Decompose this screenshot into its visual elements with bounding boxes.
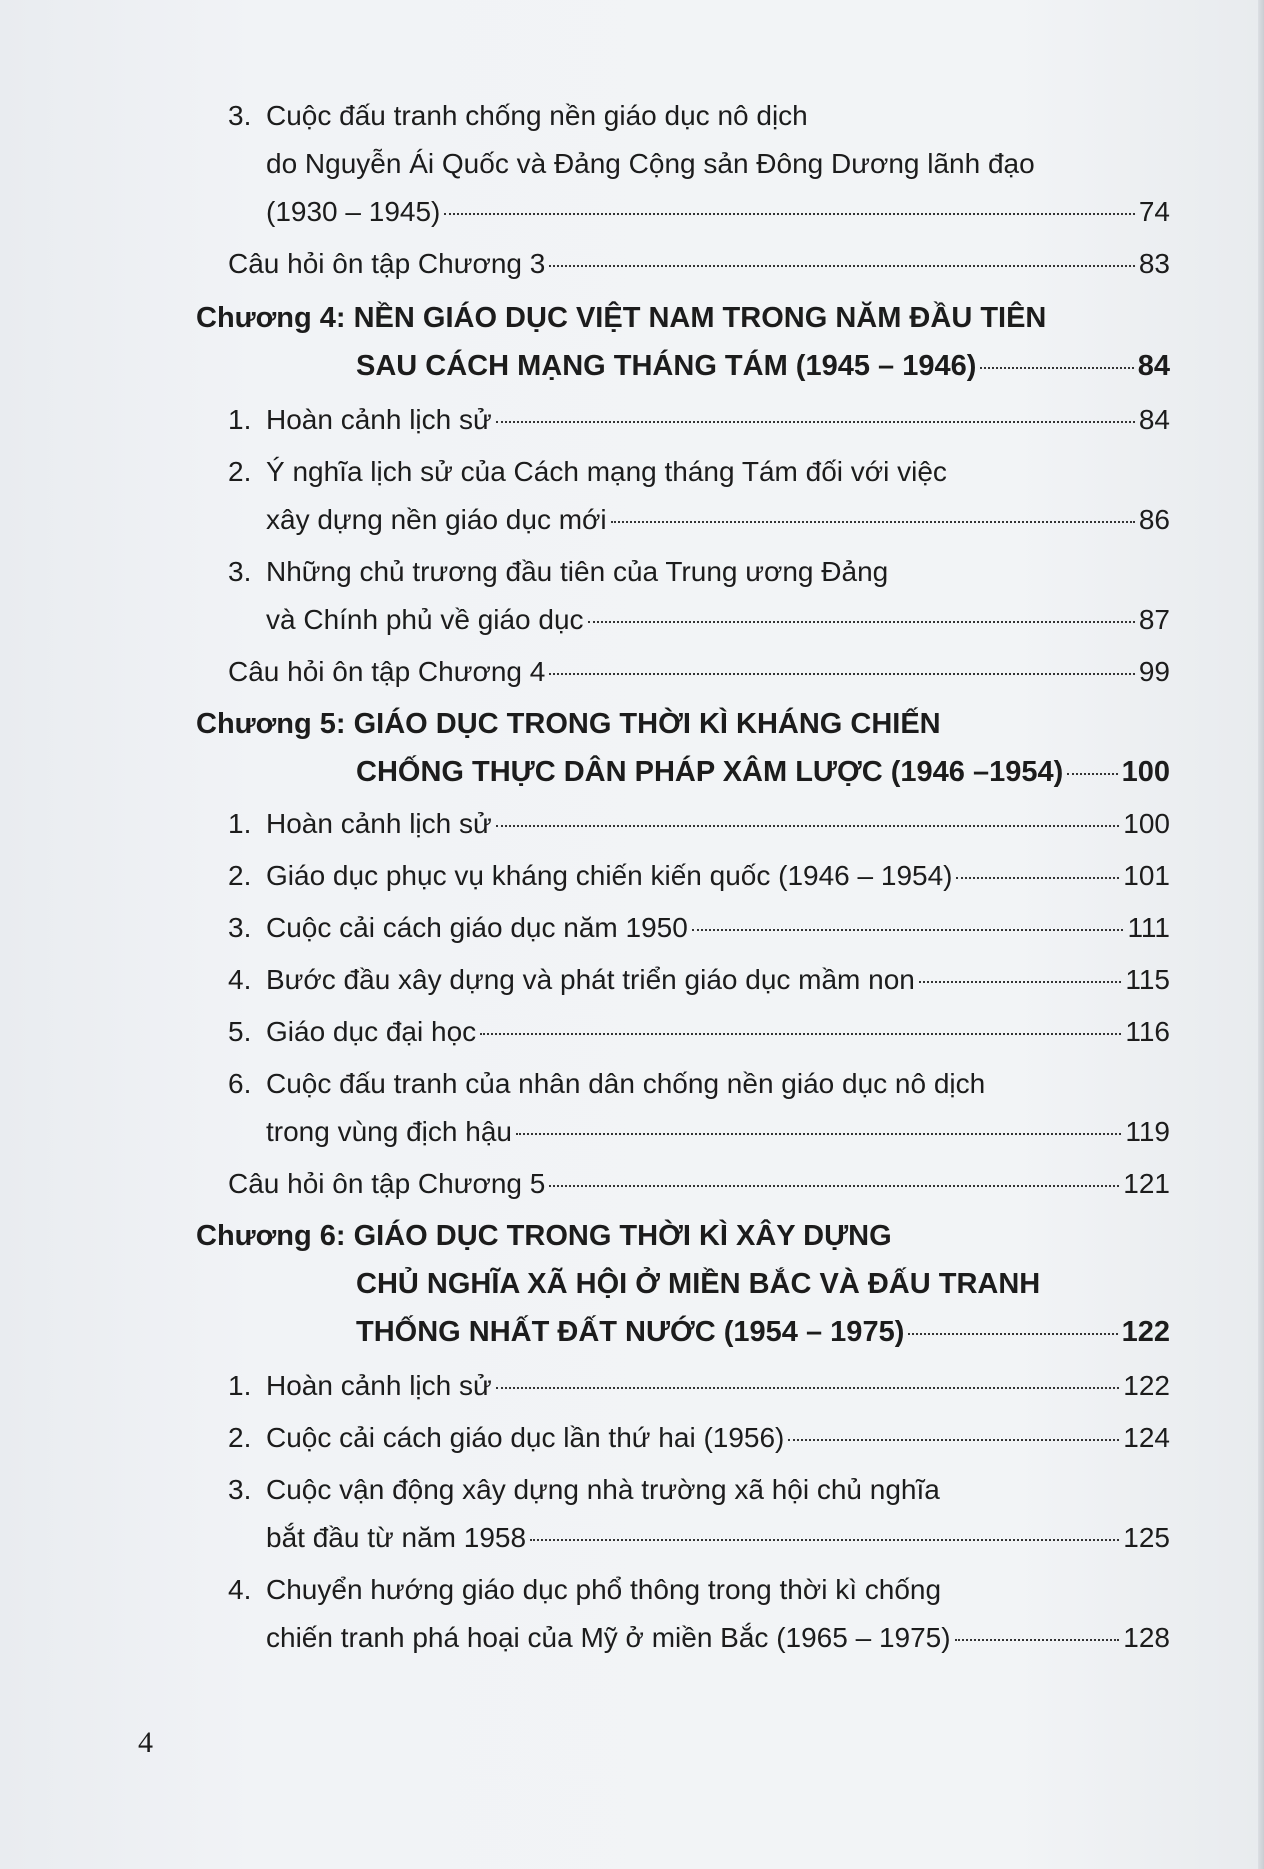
dot-leader	[549, 1185, 1119, 1187]
toc-chapter-4-line2	[356, 350, 1170, 383]
page-number: 121	[1123, 1168, 1170, 1199]
dot-leader	[955, 1639, 1120, 1641]
item-title-line: chiến tranh phá hoại của Mỹ ở miền Bắc (1965 – 1975)	[266, 1622, 951, 1653]
item-title-line: Chuyển hướng giáo dục phổ thông trong thời kì chống	[266, 1574, 942, 1605]
item-title: Giáo dục phục vụ kháng chiến kiến quốc (1946 – 1954)	[266, 860, 953, 891]
item-title: Hoàn cảnh lịch sử	[266, 808, 492, 839]
page-number: 74	[1138, 196, 1170, 227]
item-number: 3.	[228, 1474, 252, 1505]
page-number: 101	[1123, 860, 1170, 891]
page-edge	[1258, 0, 1264, 1869]
dot-leader	[980, 367, 1133, 369]
item-title-line: Cuộc đấu tranh chống nền giáo dục nô dịch	[266, 100, 808, 131]
toc-item-4-2-line2	[266, 504, 1170, 536]
page-number: 128	[1123, 1622, 1170, 1653]
toc-item-5-6-line2	[266, 1116, 1170, 1148]
chapter-title-line: Chương 5: GIÁO DỤC TRONG THỜI KÌ KHÁNG CHIẾN	[196, 708, 941, 740]
toc-item-6-4[interactable]	[228, 1574, 941, 1606]
item-title: Hoàn cảnh lịch sử	[266, 404, 492, 435]
page-number: 122	[1121, 1316, 1170, 1348]
toc-item-4-1[interactable]	[228, 404, 1170, 436]
page-number: 100	[1123, 808, 1170, 839]
dot-leader	[588, 621, 1135, 623]
toc-review-3[interactable]	[228, 248, 1170, 280]
page-number: 86	[1138, 504, 1170, 535]
chapter-title-line: Chương 6: GIÁO DỤC TRONG THỜI KÌ XÂY DỰNG	[196, 1220, 892, 1252]
item-title-line: Cuộc vận động xây dựng nhà trường xã hội chủ nghĩa	[266, 1474, 940, 1505]
item-title: Bước đầu xây dựng và phát triển giáo dục mầm non	[266, 964, 915, 995]
item-title-line: Cuộc đấu tranh của nhân dân chống nền giáo dục nô dịch	[266, 1068, 986, 1099]
item-number: 1.	[228, 1370, 252, 1401]
page-number: 100	[1121, 756, 1170, 788]
page-number: 122	[1123, 1370, 1170, 1401]
toc-item-4-3-line2	[266, 604, 1170, 636]
toc-item-5-4[interactable]	[228, 964, 1170, 996]
toc-item-5-1[interactable]	[228, 808, 1170, 840]
toc-item-5-3[interactable]	[228, 912, 1170, 944]
item-number: 2.	[228, 860, 252, 891]
item-title-line: bắt đầu từ năm 1958	[266, 1522, 527, 1553]
item-number: 4.	[228, 1574, 252, 1605]
item-title: Cuộc cải cách giáo dục năm 1950	[266, 912, 688, 943]
page-number: 99	[1138, 656, 1170, 687]
item-title-line: Những chủ trương đầu tiên của Trung ương Đảng	[266, 556, 889, 587]
toc-review-5[interactable]	[228, 1168, 1170, 1200]
chapter-title-line: Chương 4: NỀN GIÁO DỤC VIỆT NAM TRONG NĂM ĐẦU TIÊN	[196, 302, 1047, 334]
item-number: 1.	[228, 404, 252, 435]
item-number: 3.	[228, 556, 252, 587]
item-title-line: xây dựng nền giáo dục mới	[266, 504, 607, 535]
toc-item-4-2[interactable]	[228, 456, 947, 488]
page-number: 84	[1138, 404, 1170, 435]
item-number: 4.	[228, 964, 252, 995]
chapter-title-line: CHỐNG THỰC DÂN PHÁP XÂM LƯỢC (1946 –1954)	[356, 756, 1064, 788]
item-number: 1.	[228, 808, 252, 839]
toc-item-4-3[interactable]	[228, 556, 888, 588]
toc-item-5-6[interactable]	[228, 1068, 985, 1100]
item-number: 2.	[228, 1422, 252, 1453]
dot-leader	[480, 1033, 1121, 1035]
page-number: 124	[1123, 1422, 1170, 1453]
dot-leader	[496, 825, 1120, 827]
item-title: Hoàn cảnh lịch sử	[266, 1370, 492, 1401]
toc-chapter-6[interactable]	[196, 1220, 892, 1253]
toc-chapter-5-line2	[356, 756, 1170, 789]
dot-leader	[496, 421, 1135, 423]
page-footer-number: 4	[138, 1726, 153, 1759]
toc-item-3-3[interactable]	[228, 100, 808, 132]
toc-item-3-3-line3	[266, 196, 1170, 228]
dot-leader	[919, 981, 1121, 983]
toc-review-4[interactable]	[228, 656, 1170, 688]
item-title: Câu hỏi ôn tập Chương 3	[228, 248, 546, 279]
dot-leader	[692, 929, 1124, 931]
page-number: 125	[1123, 1522, 1170, 1553]
page-number: 84	[1137, 350, 1170, 382]
item-title-line: (1930 – 1945)	[266, 196, 441, 227]
dot-leader	[908, 1333, 1117, 1335]
dot-leader	[1067, 773, 1117, 775]
page-number: 83	[1138, 248, 1170, 279]
dot-leader	[496, 1387, 1120, 1389]
item-number: 5.	[228, 1016, 252, 1047]
toc-item-6-1[interactable]	[228, 1370, 1170, 1402]
chapter-title-line: SAU CÁCH MẠNG THÁNG TÁM (1945 – 1946)	[356, 350, 977, 382]
toc-item-5-2[interactable]	[228, 860, 1170, 892]
item-number: 6.	[228, 1068, 252, 1099]
toc-item-6-4-line2	[266, 1622, 1170, 1654]
page-number: 119	[1125, 1116, 1170, 1147]
dot-leader	[549, 265, 1135, 267]
toc-item-3-3-line2	[266, 148, 1035, 180]
dot-leader	[530, 1539, 1119, 1541]
item-title: Câu hỏi ôn tập Chương 5	[228, 1168, 546, 1199]
item-number: 2.	[228, 456, 252, 487]
toc-item-6-3-line2	[266, 1522, 1170, 1554]
item-title: Câu hỏi ôn tập Chương 4	[228, 656, 546, 687]
item-title: Giáo dục đại học	[266, 1016, 477, 1047]
toc-chapter-5[interactable]	[196, 708, 941, 741]
dot-leader	[444, 213, 1134, 215]
toc-item-5-5[interactable]	[228, 1016, 1170, 1048]
item-title-line: trong vùng địch hậu	[266, 1116, 512, 1147]
item-title-line: do Nguyễn Ái Quốc và Đảng Cộng sản Đông Dương lãnh đạo	[266, 148, 1035, 179]
chapter-title-line: CHỦ NGHĨA XÃ HỘI Ở MIỀN BẮC VÀ ĐẤU TRANH	[356, 1268, 1041, 1300]
dot-leader	[788, 1439, 1119, 1441]
page-number: 115	[1125, 964, 1170, 995]
page-number: 116	[1125, 1016, 1170, 1047]
chapter-title-line: THỐNG NHẤT ĐẤT NƯỚC (1954 – 1975)	[356, 1316, 905, 1348]
item-number: 3.	[228, 100, 252, 131]
toc-chapter-4[interactable]	[196, 302, 1046, 335]
toc-item-6-3[interactable]	[228, 1474, 940, 1506]
dot-leader	[549, 673, 1135, 675]
toc-chapter-6-line2	[356, 1268, 1040, 1301]
dot-leader	[956, 877, 1119, 879]
item-title-line: Ý nghĩa lịch sử của Cách mạng tháng Tám đối với việc	[266, 456, 947, 487]
dot-leader	[611, 521, 1135, 523]
page-number: 111	[1127, 912, 1170, 943]
item-title: Cuộc cải cách giáo dục lần thứ hai (1956)	[266, 1422, 785, 1453]
item-number: 3.	[228, 912, 252, 943]
item-title-line: và Chính phủ về giáo dục	[266, 604, 584, 635]
toc-item-6-2[interactable]	[228, 1422, 1170, 1454]
page-number: 87	[1138, 604, 1170, 635]
dot-leader	[516, 1133, 1121, 1135]
toc-chapter-6-line3	[356, 1316, 1170, 1349]
